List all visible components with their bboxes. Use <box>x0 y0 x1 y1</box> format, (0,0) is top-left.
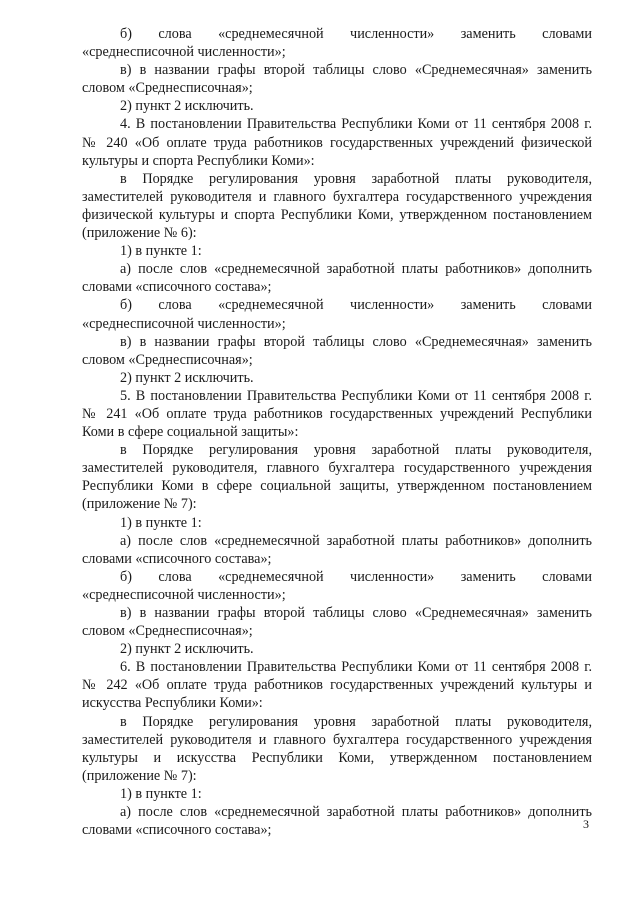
paragraph-18: 6. В постановлении Правительства Республики Коми от 11 сентября 2008 г. № 242 «Об оплате труда работников государственных учреждений культуры и искусства Республики Коми»: <box>82 659 592 712</box>
paragraph-9: в) в названии графы второй таблицы слово «Среднемесячная» заменить словом «Среднесписочная»; <box>82 333 592 368</box>
document-body <box>82 25 592 839</box>
paragraph-2: в) в названии графы второй таблицы слово «Среднемесячная» заменить словом «Среднесписочная»; <box>82 62 592 97</box>
page-number: 3 <box>583 817 589 831</box>
paragraph-17: 2) пункт 2 исключить. <box>120 641 254 658</box>
paragraph-6: 1) в пункте 1: <box>120 243 202 260</box>
paragraph-15: б) слова «среднемесячной численности» заменить словами «среднесписочной численности»; <box>82 568 592 603</box>
paragraph-14: а) после слов «среднемесячной заработной платы работников» дополнить словами «списочного состава»; <box>82 532 592 567</box>
paragraph-1: б) слова «среднемесячной численности» заменить словами «среднесписочной численности»; <box>82 26 592 61</box>
paragraph-16: в) в названии графы второй таблицы слово «Среднемесячная» заменить словом «Среднесписочная»; <box>82 605 592 640</box>
paragraph-19: в Порядке регулирования уровня заработной платы руководителя, заместителей руководителя и главного бухгалтера государственного учреждения культуры и искусства Республики Коми, утвержденном постановлением (приложение № 7): <box>82 713 592 784</box>
paragraph-12: в Порядке регулирования уровня заработной платы руководителя, заместителей руководителя, главного бухгалтера государственного учреждения Республики Коми в сфере социальной защиты, утвержденном постановлением (приложение № 7): <box>82 442 592 513</box>
paragraph-4: 4. В постановлении Правительства Республики Коми от 11 сентября 2008 г. № 240 «Об оплате труда работников государственных учреждений физической культуры и спорта Республики Коми»: <box>82 116 592 169</box>
paragraph-13: 1) в пункте 1: <box>120 514 202 531</box>
paragraph-7: а) после слов «среднемесячной заработной платы работников» дополнить словами «списочного состава»; <box>82 261 592 296</box>
paragraph-11: 5. В постановлении Правительства Республики Коми от 11 сентября 2008 г. № 241 «Об оплате труда работников государственных учреждений Республики Коми в сфере социальной защиты»: <box>82 387 592 441</box>
paragraph-21: а) после слов «среднемесячной заработной платы работников» дополнить словами «списочного состава»; <box>82 804 592 839</box>
paragraph-5: в Порядке регулирования уровня заработной платы руководителя, заместителей руководителя и главного бухгалтера государственного учреждения физической культуры и спорта Республики Коми, утвержденном постановлением (приложение № 6): <box>82 170 592 242</box>
paragraph-8: б) слова «среднемесячной численности» заменить словами «среднесписочной численности»; <box>82 297 592 332</box>
paragraph-10: 2) пункт 2 исключить. <box>120 369 254 386</box>
paragraph-20: 1) в пункте 1: <box>120 785 202 802</box>
paragraph-3: 2) пункт 2 исключить. <box>120 98 254 115</box>
